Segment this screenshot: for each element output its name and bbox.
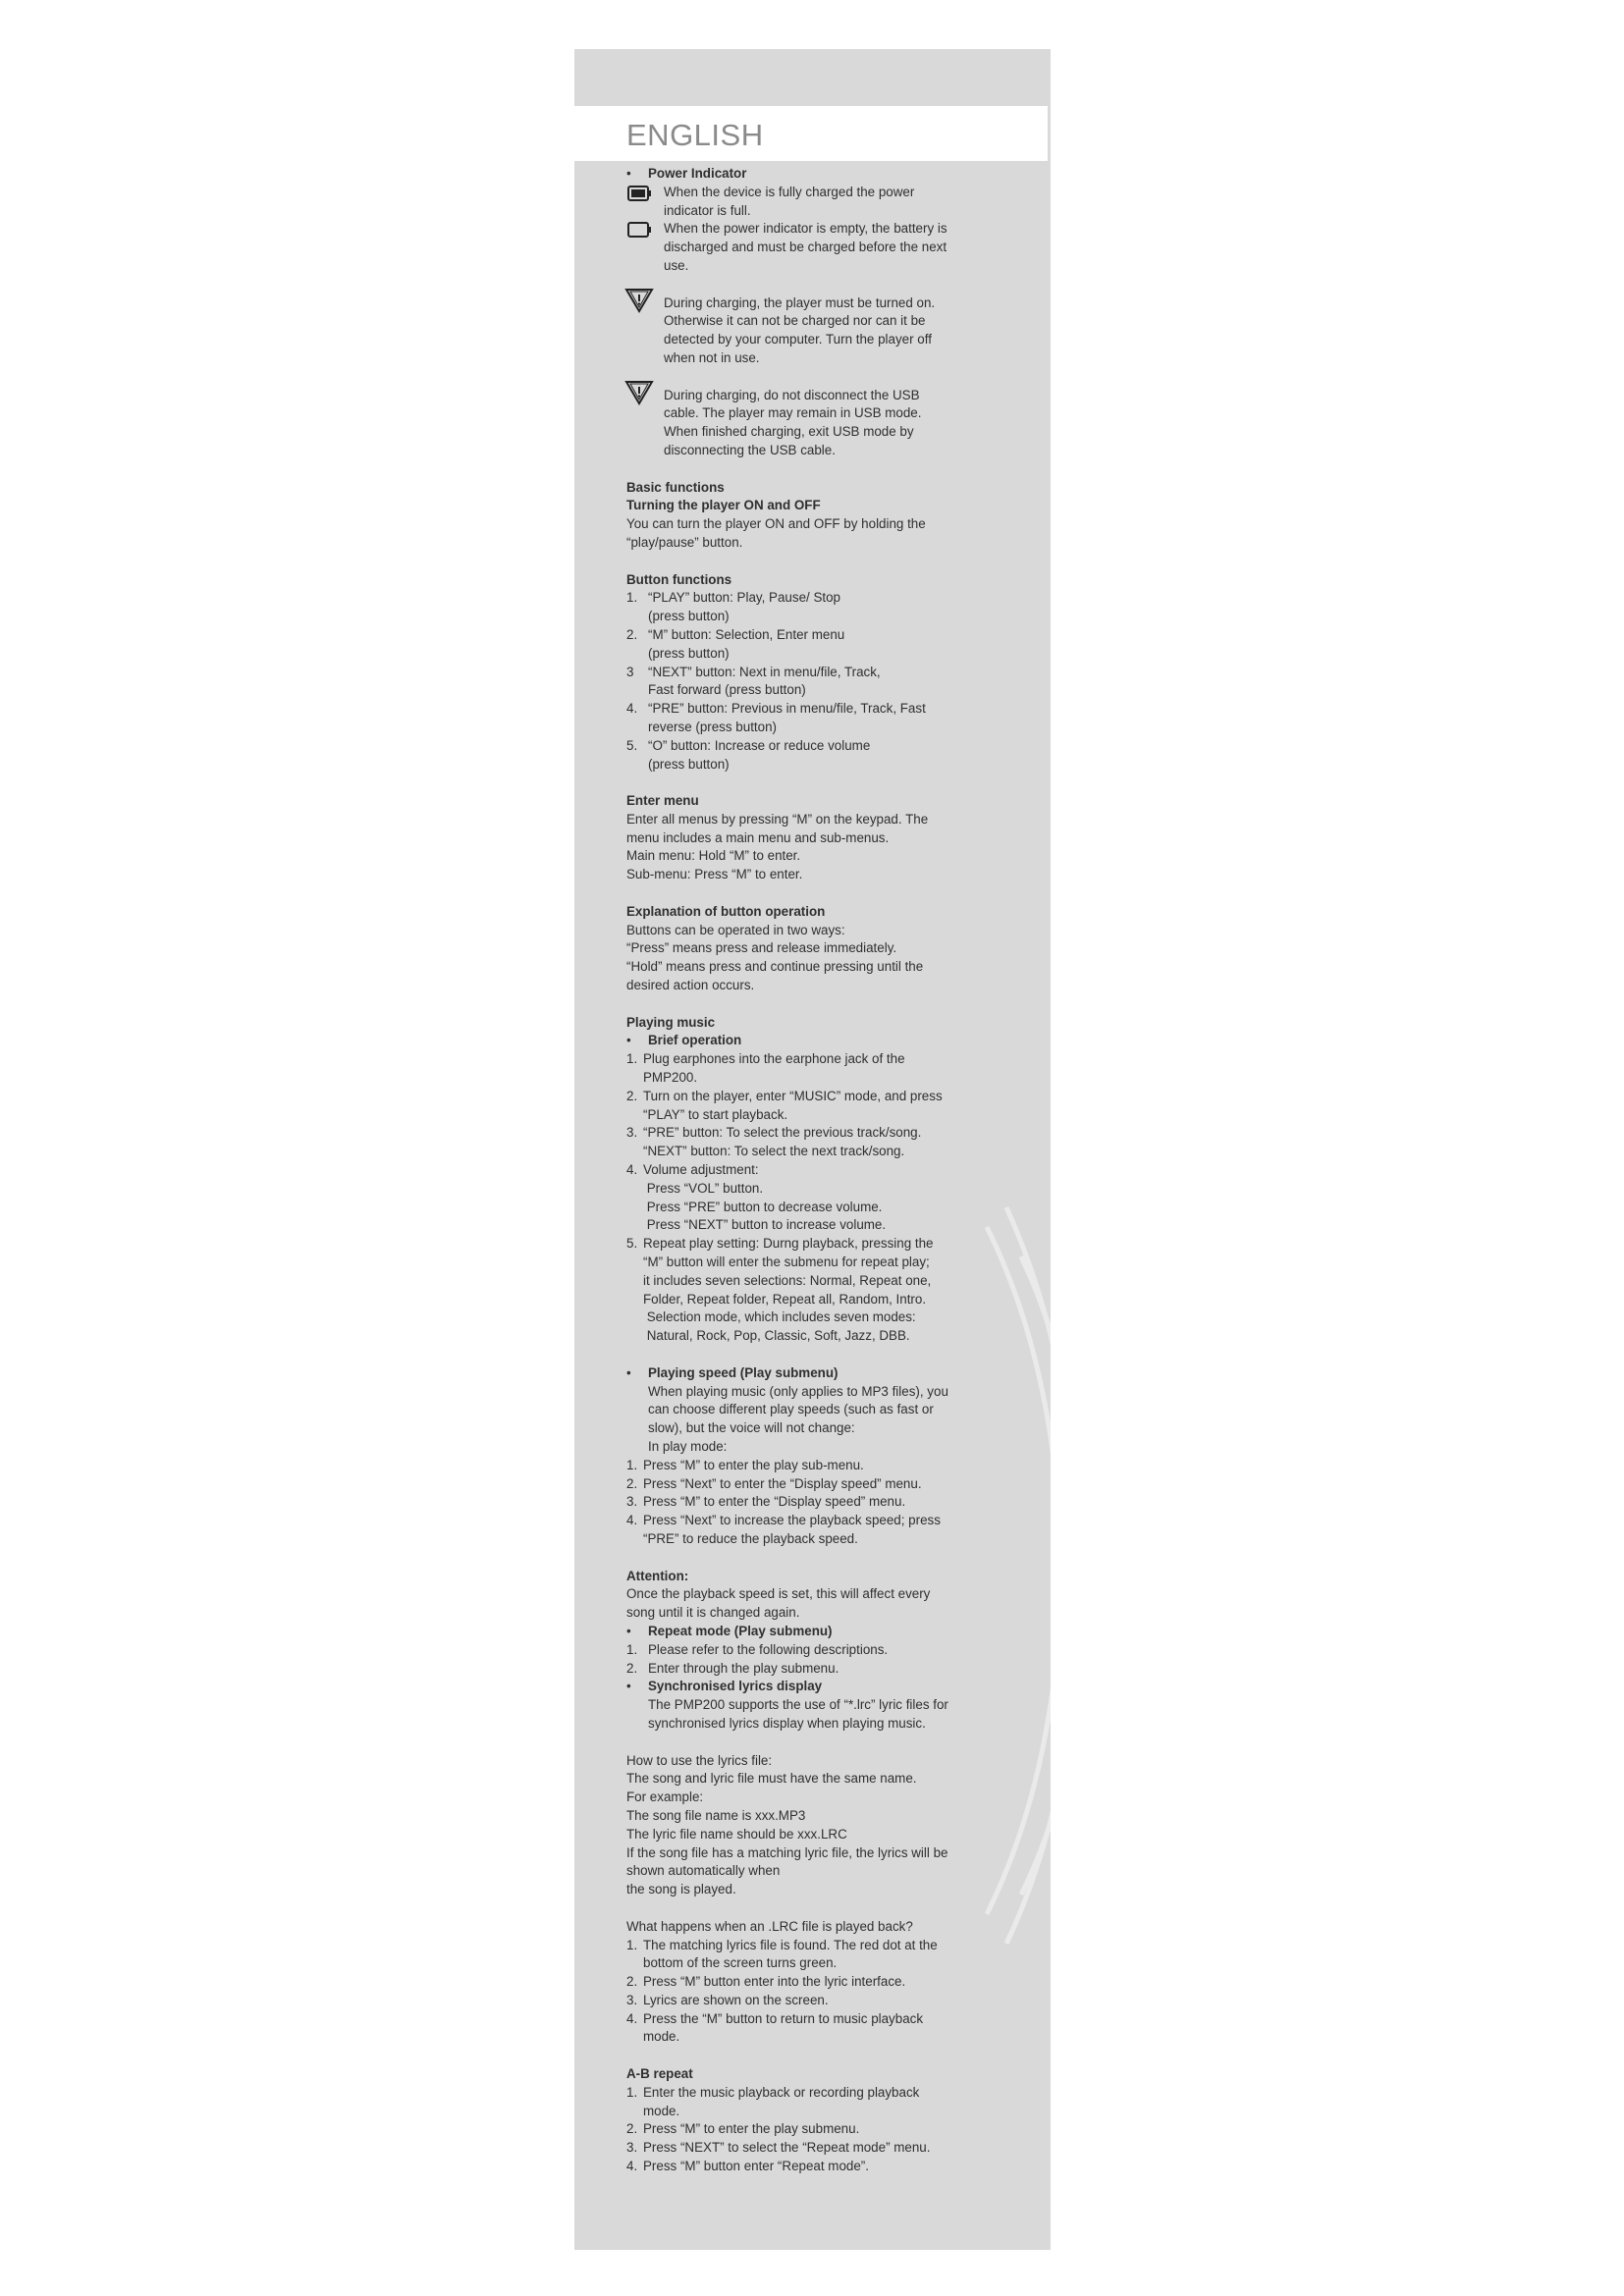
bullet-heading: • Repeat mode (Play submenu) (626, 1623, 833, 1638)
power-indicator-heading: • Power Indicator (626, 166, 747, 181)
language-header (574, 106, 1048, 161)
list-item: 5. Repeat play setting: Durng playback, pressing the “M” button will enter the submenu for repeat play; it includes seven selections: Normal, Repeat one, Folder, Repeat folder, Repeat all, Random, Intro. Selection mode, which includes seven modes: Natural, Rock, Pop, Classic, Soft, Jazz, DBB. (626, 1236, 934, 1344)
list-item: 2. Enter through the play submenu. (626, 1660, 839, 1676)
list-item: 3. Lyrics are shown on the screen. (626, 1992, 829, 2007)
bullet-heading: • Synchronised lyrics display (626, 1679, 823, 1694)
list-item: 1. Press “M” to enter the play sub-menu. (626, 1457, 864, 1472)
list-item: 4. Press the “M” button to return to music playback mode. (626, 2010, 924, 2045)
warning-triangle-icon (624, 379, 654, 406)
list-item: 1. “PLAY” button: Play, Pause/ Stop (press button) (626, 590, 841, 624)
manual-page-panel (574, 49, 1051, 2250)
list-item: 2. Turn on the player, enter “MUSIC” mode, and press “PLAY” to start playback. (626, 1088, 943, 1122)
paragraph: When playing music (only applies to MP3 files), you can choose different play speeds (such as fast or slow), but the voice will not change: In play mode: (648, 1383, 948, 1454)
bullet-heading: • Playing speed (Play submenu) (626, 1364, 839, 1380)
list-item: 3. Press “M” to enter the “Display speed” menu. (626, 1494, 906, 1510)
battery-empty-icon (626, 220, 654, 240)
list-item: 3. “PRE” button: To select the previous track/song. “NEXT” button: To select the next track/song. (626, 1125, 922, 1159)
battery-empty-row: When the power indicator is empty, the battery is discharged and must be charged before the next use. (626, 220, 1000, 275)
bullet-heading: • Brief operation (626, 1033, 742, 1048)
list-item: 4. Volume adjustment: Press “VOL” button. Press “PRE” button to decrease volume. Press “NEXT” button to increase volume. (626, 1162, 887, 1233)
section-heading: What happens when an .LRC file is played back? (626, 1918, 913, 1934)
section-heading: Enter menu (626, 793, 699, 809)
section-heading: Attention: (626, 1568, 689, 1583)
list-item: 2. Press “Next” to enter the “Display speed” menu. (626, 1475, 922, 1491)
list-item: 2. Press “M” to enter the play submenu. (626, 2121, 860, 2137)
list-item: 2. Press “M” button enter into the lyric interface. (626, 1974, 906, 1990)
list-item: 4. “PRE” button: Previous in menu/file, Track, Fast reverse (press button) (626, 701, 926, 734)
warning-note: During charging, the player must be turned on. Otherwise it can not be charged nor can it be detected by your computer. Turn the player off when not in use. (626, 294, 1000, 368)
manual-content: • Power Indicator When the device is fully charged the power indicator is full. When the power indicator is empty, the battery is discharged and must be charged before the next use. During charging, the player must be turned on. Otherwise it can not be charged nor can it be detected by your computer. Turn the player off when not in use. During charging, do not disconnect the USB cable. The player may remain in USB mode. When finished charging, exit USB mode by disconnecting the USB cable. Basic functions Turning the player ON and OFF You can turn the player ON and OFF by holding the “play/pause” button. Button functions 1. “PLAY” button: Play, Pause/ Stop (press button) 2. “M” button: Selection, Enter menu (press button) 3 “NEXT” button: Next in menu/file, Track, Fast forward (press button) 4. “PRE” button: Previous in menu/file, Track, Fast reverse (press button) 5. “O” button: Increase or reduce volume (press button) Enter menu Enter all menus by pressing “M” on the keypad. The menu includes a main menu and sub-menus. Main menu: Hold “M” to enter. Sub-menu: Press “M” to enter. Explanation of button operation Buttons can be operated in two ways: “Press” means press and release immediately. “Hold” means press and continue pressing until the desired action occurs. Playing music • Brief operation 1. Plug earphones into the earphone jack of the PMP200. 2. Turn on the player, enter “MUSIC” mode, and press “PLAY” to start playback. 3. “PRE” button: To select the previous track/song. “NEXT” button: To select the next track/song. 4. Volume adjustment: Press “VOL” button. Press “PRE” button to decrease volume. Press “NEXT” button to increase volume. 5. Repeat play setting: Durng playback, pressing the “M” button will enter the submenu for repeat play; it includes seven selections: Normal, Repeat one, Folder, Repeat folder, Repeat all, Random, Intro. Selection mode, which includes seven modes: Natural, Rock, Pop, Classic, Soft, Jazz, DBB. • Playing speed (Play submenu) When playing music (only applies to MP3 files), you can choose different play speeds (such as fast or slow), but the voice will not change: In play mode: 1. Press “M” to enter the play sub-menu. 2. Press “Next” to enter the “Display speed” menu. 3. Press “M” to enter the “Display speed” menu. 4. Press “Next” to increase the playback speed; press “PRE” to reduce the playback speed. Attention: Once the playback speed is set, this will affect every song until it is changed again. • Repeat mode (Play submenu) 1. Please refer to the following descriptions. 2. Enter through the play submenu. • Synchronised lyrics display The PMP200 supports the use of “*.lrc” lyric files for synchronised lyrics display when playing music. How to use the lyrics file: The song and lyric file must have the same name. For example: The song file name is xxx.MP3 The lyric file name should be xxx.LRC If the song file has a matching lyric file, the lyrics will be shown automatically when the song is played. What happens when an .LRC file is played back? 1. The matching lyrics file is found. The red dot at the bottom of the screen turns green. 2. Press “M” button enter into the lyric interface. 3. Lyrics are shown on the screen. 4. Press the “M” button to return to music playback mode. A-B repeat 1. Enter the music playback or recording playback mode. 2. Press “M” to enter the play submenu. 3. Press “NEXT” to select the “Repeat mode” menu. 4. Press “M” button enter “Repeat mode”. (626, 165, 1000, 2176)
list-item: 1. Enter the music playback or recording playback mode. (626, 2084, 920, 2118)
paragraph: The PMP200 supports the use of “*.lrc” lyric files for synchronised lyrics display when playing music. (648, 1697, 948, 1731)
section-subheading: Turning the player ON and OFF (626, 498, 821, 513)
battery-full-icon (626, 184, 654, 203)
list-item: 2. “M” button: Selection, Enter menu (press button) (626, 626, 845, 661)
list-item: 3. Press “NEXT” to select the “Repeat mode” menu. (626, 2140, 931, 2156)
section-heading: Explanation of button operation (626, 903, 826, 919)
warning-triangle-icon (624, 287, 654, 314)
list-item: 4. Press “M” button enter “Repeat mode”. (626, 2159, 869, 2174)
list-item: 5. “O” button: Increase or reduce volume (press button) (626, 737, 871, 772)
warning-note: During charging, do not disconnect the USB cable. The player may remain in USB mode. When finished charging, exit USB mode by disconnecting the USB cable. (626, 387, 1000, 460)
section-heading: Playing music (626, 1014, 716, 1030)
list-item: 1. The matching lyrics file is found. The red dot at the bottom of the screen turns green. (626, 1937, 938, 1971)
section-heading: A-B repeat (626, 2066, 693, 2082)
list-item: 4. Press “Next” to increase the playback speed; press “PRE” to reduce the playback speed. (626, 1513, 941, 1546)
section-heading: Basic functions (626, 479, 725, 495)
list-item: 1. Plug earphones into the earphone jack of the PMP200. (626, 1051, 905, 1086)
page-title: ENGLISH (626, 118, 764, 152)
battery-full-row: When the device is fully charged the power indicator is full. (626, 184, 1000, 221)
section-heading: Button functions (626, 571, 732, 587)
list-item: 1. Please refer to the following descriptions. (626, 1641, 889, 1657)
list-item: 3 “NEXT” button: Next in menu/file, Track, Fast forward (press button) (626, 664, 881, 698)
